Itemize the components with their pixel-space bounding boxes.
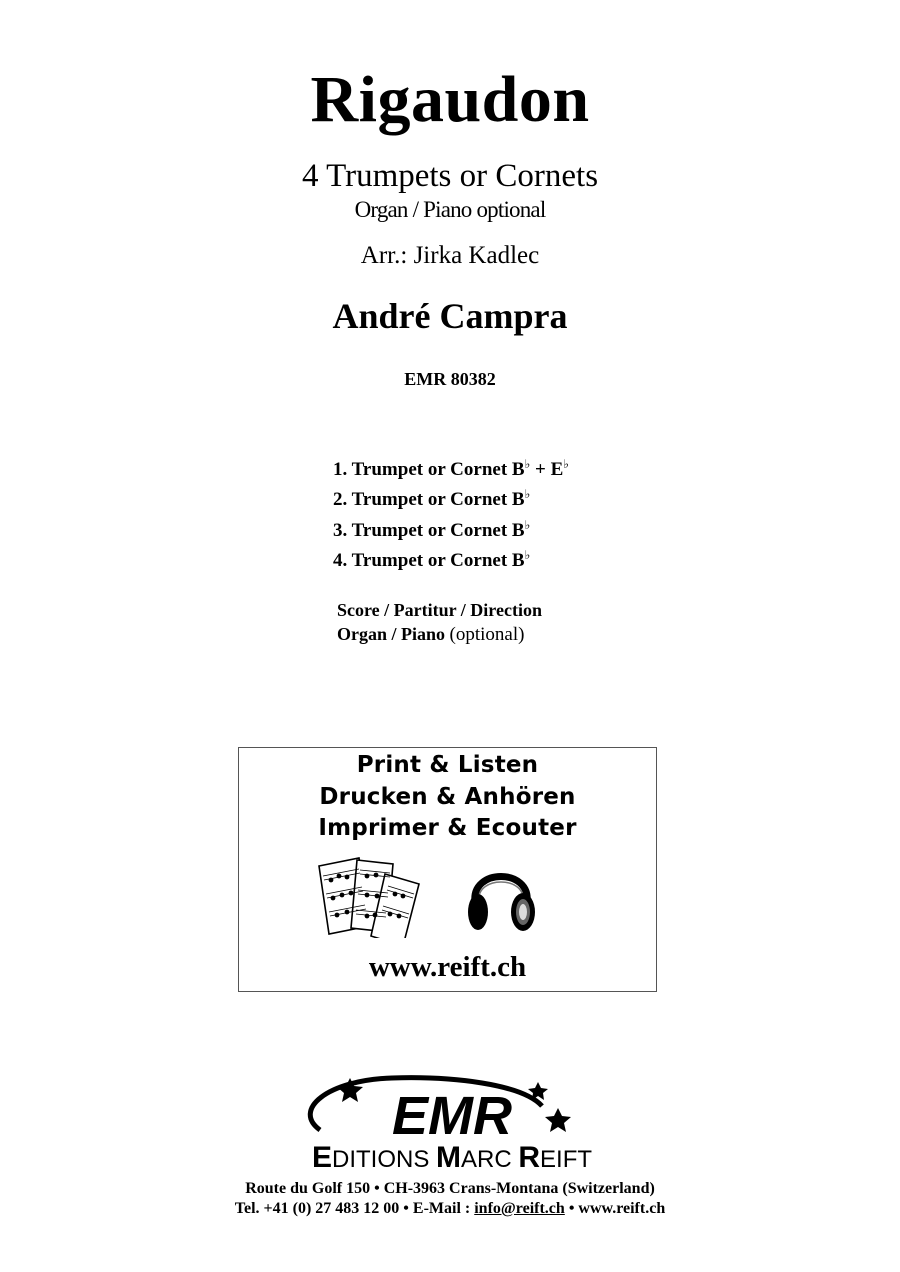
print-listen-de: Drucken & Anhören <box>319 784 576 810</box>
publisher-name-part: DITIONS <box>331 1146 437 1170</box>
part-item <box>333 513 569 543</box>
publisher-name-part: M <box>436 1141 462 1170</box>
publisher-name-part: E <box>311 1141 332 1170</box>
publisher-name-part: R <box>518 1141 541 1170</box>
publisher-name <box>312 1141 592 1170</box>
print-listen-fr: Imprimer & Ecouter <box>318 815 577 841</box>
organ-item <box>337 623 542 647</box>
page-title: Rigaudon <box>310 63 590 136</box>
instrumentation: 4 Trumpets or Cornets <box>301 158 599 194</box>
print-listen-en: Print & Listen <box>356 752 539 778</box>
part-label: 1. Trumpet or Cornet B <box>333 459 525 480</box>
optional-label: (optional) <box>449 624 525 645</box>
print-listen-box <box>238 747 657 992</box>
part-label: 3. Trumpet or Cornet B <box>333 519 525 541</box>
part-item <box>333 452 569 482</box>
flat-sign: ♭ <box>524 487 531 502</box>
publisher-name-part: ARC <box>461 1146 519 1170</box>
publisher-web[interactable]: • www.reift.ch <box>564 1200 666 1217</box>
part-label-extra: + E <box>530 459 564 480</box>
organ-label: Organ / Piano <box>337 624 450 644</box>
email-link[interactable]: info@reift.ch <box>474 1200 565 1217</box>
website-link[interactable]: www.reift.ch <box>368 951 527 983</box>
flat-sign: ♭ <box>524 517 531 532</box>
emr-logo <box>232 1070 672 1175</box>
flat-sign: ♭ <box>524 547 531 562</box>
optional-accompaniment: Organ / Piano optional <box>354 197 546 222</box>
flat-sign: ♭ <box>524 457 531 471</box>
publisher-name-part: EIFT <box>540 1146 593 1170</box>
part-label: 2. Trumpet or Cornet B <box>333 489 525 511</box>
publisher-address: Route du Golf 150 • CH-3963 Crans-Montana (Switzerland) <box>245 1180 655 1197</box>
publisher-contact <box>0 1200 900 1218</box>
part-item <box>333 482 569 512</box>
headphones-icon <box>465 858 537 941</box>
score-item: Score / Partitur / Direction <box>337 600 542 620</box>
composer: André Campra <box>332 296 568 336</box>
sheet-music-icon <box>311 856 423 943</box>
arranger: Arr.: Jirka Kadlec <box>360 242 540 269</box>
flat-sign: ♭ <box>563 457 569 471</box>
catalog-number: EMR 80382 <box>404 369 496 389</box>
part-item <box>333 543 569 573</box>
publisher-tel: Tel. +41 (0) 27 483 12 00 • E-Mail : <box>234 1200 475 1217</box>
logo-text: EMR <box>392 1086 512 1146</box>
parts-list <box>333 452 569 573</box>
part-label: 4. Trumpet or Cornet B <box>333 549 525 571</box>
score-list <box>337 599 542 647</box>
